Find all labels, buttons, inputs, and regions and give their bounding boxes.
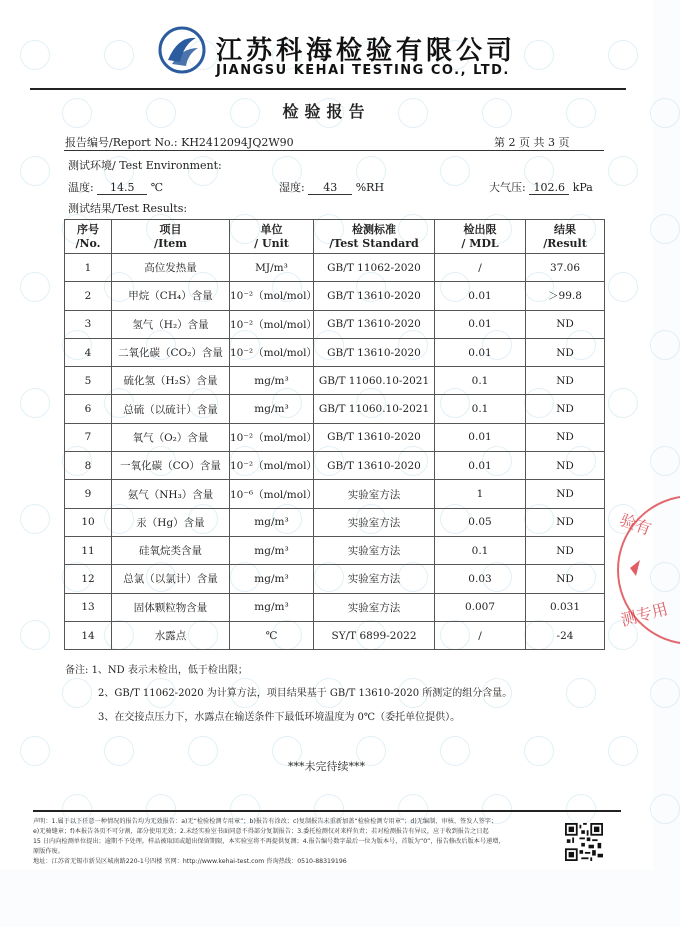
header-no: 序号 /No. [65, 220, 112, 254]
header-item: 项目 /Item [112, 220, 230, 254]
cell-result: ND [526, 480, 605, 508]
page-info: 第 2 页 共 3 页 [494, 136, 570, 149]
cell-result: ND [526, 536, 605, 564]
table-row [65, 593, 605, 621]
cell-mdl: 0.01 [435, 282, 526, 310]
cell-result: ND [526, 395, 605, 423]
cell-standard: GB/T 13610-2020 [314, 452, 435, 480]
temperature-value: 14.5 [97, 181, 147, 195]
watermark-icon [650, 214, 680, 244]
cell-mdl: 0.05 [435, 508, 526, 536]
cell-mdl: / [435, 254, 526, 282]
cell-item: 二氧化碳（CO₂）含量 [112, 338, 230, 366]
table-row [65, 367, 605, 395]
cell-no: 14 [65, 621, 112, 649]
footer-address: 地址：江苏省无锡市新吴区城南路220-1号四楼 官网：http://www.kehai-test.com 咨询热线：0510-88319196 [33, 858, 347, 865]
cell-item: 汞（Hg）含量 [112, 508, 230, 536]
cell-standard: GB/T 11062-2020 [314, 254, 435, 282]
watermark-icon [20, 388, 50, 418]
footer-line-4: 原版作废。 [33, 848, 64, 855]
cell-standard: 实验室方法 [314, 508, 435, 536]
watermark-icon [62, 678, 92, 708]
temperature-label: 温度: [68, 181, 94, 194]
cell-result: ND [526, 508, 605, 536]
cell-item: 总硫（以硫计）含量 [112, 395, 230, 423]
pressure [489, 179, 593, 195]
company-name-en: JIANGSU KEHAI TESTING CO., LTD. [216, 63, 510, 78]
cell-no: 11 [65, 536, 112, 564]
cell-no: 4 [65, 338, 112, 366]
cell-mdl: 0.1 [435, 536, 526, 564]
cell-item: 高位发热量 [112, 254, 230, 282]
table-row [65, 480, 605, 508]
cell-no: 10 [65, 508, 112, 536]
cell-standard: GB/T 13610-2020 [314, 338, 435, 366]
note-2: 2、GB/T 11062-2020 为计算方法，项目结果基于 GB/T 13610-2020 所测定的组分含量。 [98, 688, 513, 699]
cell-standard: GB/T 11060.10-2021 [314, 395, 435, 423]
humidity-unit: %RH [355, 181, 385, 194]
official-seal [612, 490, 670, 650]
watermark-icon [650, 678, 680, 708]
watermark-icon [608, 156, 638, 186]
seal-text-bottom: 测专用 [618, 599, 670, 630]
watermark-icon [20, 156, 50, 186]
watermark-icon [650, 562, 680, 592]
note-1 [65, 661, 248, 676]
cell-standard: 实验室方法 [314, 480, 435, 508]
report-number [65, 134, 294, 150]
watermark-icon [20, 504, 50, 534]
cell-unit: mg/m³ [230, 508, 314, 536]
cell-item: 氨气（NH₃）含量 [112, 480, 230, 508]
cell-no: 1 [65, 254, 112, 282]
cell-unit: 10⁻²（mol/mol） [230, 338, 314, 366]
pressure-unit: kPa [572, 181, 593, 194]
cell-mdl: 0.1 [435, 367, 526, 395]
cell-unit: 10⁻²（mol/mol） [230, 310, 314, 338]
cell-item: 硫化氢（H₂S）含量 [112, 367, 230, 395]
humidity [279, 179, 384, 195]
table-row [65, 565, 605, 593]
cell-unit: mg/m³ [230, 536, 314, 564]
note-3: 3、在交接点压力下，水露点在输送条件下最低环境温度为 0℃（委托单位提供）。 [98, 712, 461, 723]
watermark-icon [566, 678, 596, 708]
pressure-value: 102.6 [529, 181, 569, 195]
watermark-icon [650, 446, 680, 476]
cell-mdl: 0.01 [435, 423, 526, 451]
watermark-icon [440, 156, 470, 186]
watermark-icon [608, 388, 638, 418]
cell-no: 3 [65, 310, 112, 338]
footer-rule [33, 810, 621, 812]
cell-item: 硅氧烷类含量 [112, 536, 230, 564]
table-row [65, 508, 605, 536]
footer-line-3: 15 日内向检测单位提出；逾期不予处理。样品被取回或超出保留期限，本实验室将不再提供复测；4.报告编号数字最后一位为版本号，首版为“0”，报告修改后版本号递增， [33, 838, 505, 845]
cell-standard: 实验室方法 [314, 593, 435, 621]
report-number-value: KH2412094JQ2W90 [181, 136, 294, 149]
cell-standard: SY/T 6899-2022 [314, 621, 435, 649]
cell-item: 固体颗粒物含量 [112, 593, 230, 621]
cell-mdl: 0.007 [435, 593, 526, 621]
cell-mdl: 0.03 [435, 565, 526, 593]
cell-result: ND [526, 565, 605, 593]
table-header-row [65, 220, 605, 254]
cell-result: 37.06 [526, 254, 605, 282]
cell-mdl: 0.01 [435, 452, 526, 480]
notes-label: 备注: [65, 665, 89, 676]
cell-item: 总氯（以氯计）含量 [112, 565, 230, 593]
table-row [65, 536, 605, 564]
cell-no: 9 [65, 480, 112, 508]
humidity-value: 43 [308, 181, 352, 195]
company-name-cn: 江苏科海检验有限公司 [216, 36, 517, 66]
cell-standard: 实验室方法 [314, 565, 435, 593]
cell-mdl: 0.01 [435, 310, 526, 338]
cell-mdl: 0.1 [435, 395, 526, 423]
cell-mdl: 0.01 [435, 338, 526, 366]
cell-result: ND [526, 310, 605, 338]
cell-no: 2 [65, 282, 112, 310]
company-logo-icon [158, 26, 206, 74]
cell-unit: ℃ [230, 621, 314, 649]
cell-item: 水露点 [112, 621, 230, 649]
watermark-icon [650, 98, 680, 128]
watermark-icon [608, 272, 638, 302]
env-label: 测试环境/ Test Environment: [68, 159, 222, 172]
watermark-icon [650, 330, 680, 360]
watermark-icon [104, 40, 134, 70]
cell-item: 甲烷（CH₄）含量 [112, 282, 230, 310]
cell-result: -24 [526, 621, 605, 649]
table-row [65, 310, 605, 338]
table-row [65, 395, 605, 423]
cell-item: 氧气（O₂）含量 [112, 423, 230, 451]
watermark-icon [20, 620, 50, 650]
watermark-icon [20, 40, 50, 70]
results-table [64, 219, 605, 650]
header-standard: 检测标准 /Test Standard [314, 220, 435, 254]
results-label: 测试结果/Test Results: [68, 202, 188, 215]
cell-no: 12 [65, 565, 112, 593]
cell-unit: mg/m³ [230, 565, 314, 593]
cell-unit: mg/m³ [230, 593, 314, 621]
header-result: 结果 /Result [526, 220, 605, 254]
cell-no: 8 [65, 452, 112, 480]
cell-unit: 10⁻²（mol/mol） [230, 423, 314, 451]
cell-result: ND [526, 338, 605, 366]
footer-line-2: e)无骑缝章；f)本报告各页不可分割，部分使用无效；2.未经实验室书面同意不得部分复制报告；3.委托检测仅对来样负责；若对检测报告有异议，应于收到报告之日起 [33, 828, 489, 835]
watermark-icon [566, 794, 596, 824]
table-row [65, 254, 605, 282]
watermark-icon [650, 794, 680, 824]
cell-item: 氢气（H₂）含量 [112, 310, 230, 338]
cell-standard: GB/T 13610-2020 [314, 282, 435, 310]
table-row [65, 452, 605, 480]
cell-item: 一氧化碳（CO）含量 [112, 452, 230, 480]
cell-mdl: 1 [435, 480, 526, 508]
results-body [65, 254, 605, 650]
cell-standard: GB/T 13610-2020 [314, 423, 435, 451]
header-mdl: 检出限 / MDL [435, 220, 526, 254]
pressure-label: 大气压: [489, 181, 526, 194]
report-number-label: 报告编号/Report No.: [65, 136, 178, 149]
cell-no: 7 [65, 423, 112, 451]
cell-standard: GB/T 11060.10-2021 [314, 367, 435, 395]
cell-no: 13 [65, 593, 112, 621]
cell-standard: GB/T 13610-2020 [314, 310, 435, 338]
table-row [65, 621, 605, 649]
cell-no: 6 [65, 395, 112, 423]
cell-result: 0.031 [526, 593, 605, 621]
cell-result: ND [526, 423, 605, 451]
cell-standard: 实验室方法 [314, 536, 435, 564]
cell-unit: mg/m³ [230, 395, 314, 423]
table-row [65, 282, 605, 310]
header-rule [30, 88, 626, 90]
watermark-icon [608, 40, 638, 70]
watermark-icon [524, 40, 554, 70]
note-1-text: 1、ND 表示未检出，低于检出限； [91, 665, 248, 676]
cell-unit: 10⁻²（mol/mol） [230, 452, 314, 480]
qr-code-icon [565, 823, 603, 861]
cell-unit: 10⁻⁶（mol/mol） [230, 480, 314, 508]
table-row [65, 338, 605, 366]
cell-no: 5 [65, 367, 112, 395]
cell-result: ＞99.8 [526, 282, 605, 310]
report-number-rule [64, 150, 604, 151]
to-be-continued: ***未完待续*** [288, 760, 365, 773]
cell-result: ND [526, 452, 605, 480]
footer-line-1: 声明：1.属于以下任意一种情况的报告均为无效报告：a)无“检验检测专用章”；b)报告有涂改；c)复制报告未重新加盖“检验检测专用章”；d)无编制、审核、签发人签字； [33, 818, 498, 825]
temperature-unit: ℃ [150, 181, 164, 194]
cell-result: ND [526, 367, 605, 395]
seal-text-top: 验有 [617, 510, 654, 539]
header-unit: 单位 / Unit [230, 220, 314, 254]
cell-unit: mg/m³ [230, 367, 314, 395]
watermark-icon [20, 272, 50, 302]
report-title: 检验报告 [282, 102, 371, 121]
cell-unit: MJ/m³ [230, 254, 314, 282]
table-row [65, 423, 605, 451]
humidity-label: 湿度: [279, 181, 305, 194]
cell-unit: 10⁻²（mol/mol） [230, 282, 314, 310]
temperature [68, 179, 163, 195]
cell-mdl: / [435, 621, 526, 649]
